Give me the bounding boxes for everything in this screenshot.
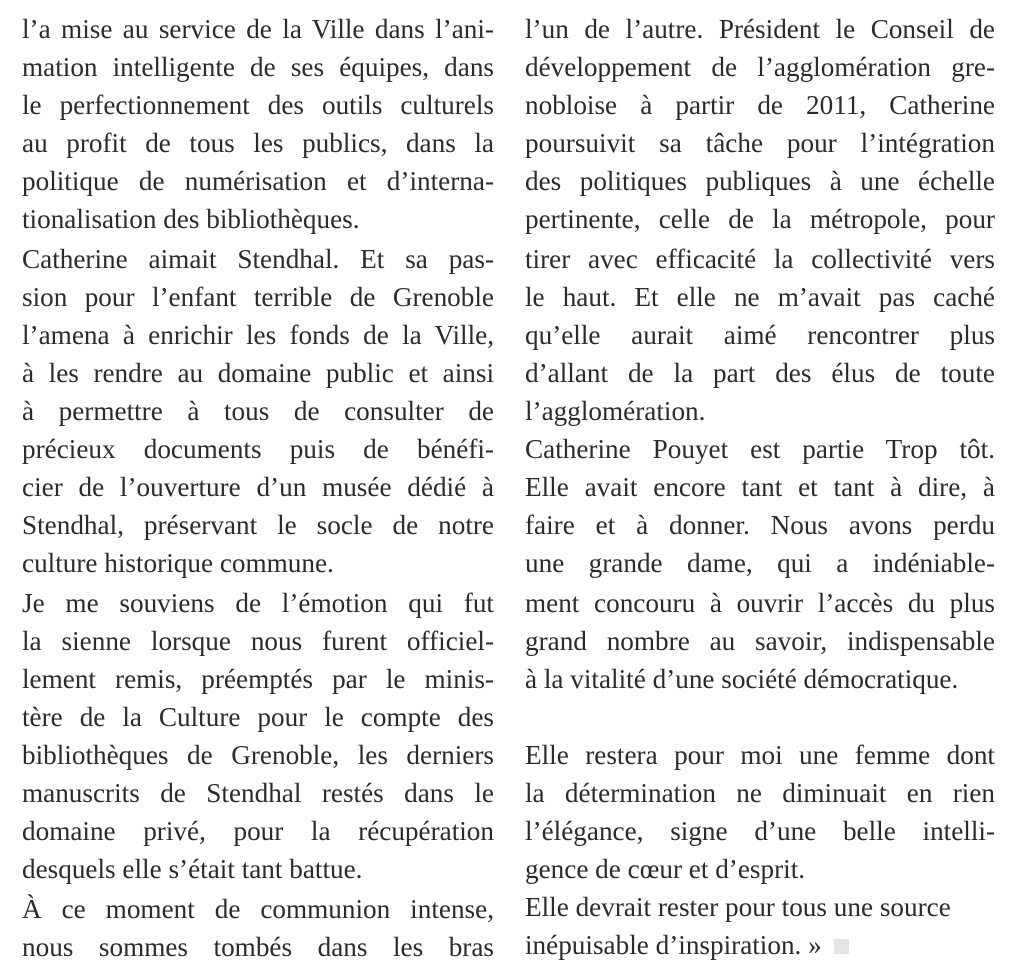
text-line: lement remis, préemptés par le minis-: [22, 664, 494, 694]
text-line: bibliothèques de Grenoble, les derniers: [22, 740, 494, 770]
text-line: nobloise à partir de 2011, Catherine: [525, 90, 995, 120]
text-line: le haut. Et elle ne m’avait pas caché: [525, 282, 995, 312]
text-line: [525, 926, 995, 964]
text-line: politique de numérisation et d’interna-: [22, 166, 494, 196]
end-of-article-mark: [834, 939, 849, 954]
text-line: l’amena à enrichir les fonds de la Ville,: [22, 320, 494, 350]
text-line: sion pour l’enfant terrible de Grenoble: [22, 282, 494, 312]
text-line: l’agglomération.: [525, 396, 706, 426]
text-line: Elle restera pour moi une femme dont: [525, 740, 995, 770]
text-line: Je me souviens de l’émotion qui fut: [22, 588, 494, 618]
text-line: à la vitalité d’une société démocratique.: [525, 664, 959, 694]
text-line: ment concouru à ouvrir l’accès du plus: [525, 588, 995, 618]
text-line: culture historique commune.: [22, 548, 334, 578]
text-line: cier de l’ouverture d’un musée dédié à: [22, 472, 494, 502]
text-line: la sienne lorsque nous furent officiel-: [22, 626, 494, 656]
text-line: Catherine Pouyet est partie Trop tôt.: [525, 434, 995, 464]
text-line: pertinente, celle de la métropole, pour: [525, 204, 995, 234]
text-line: Catherine aimait Stendhal. Et sa pas-: [22, 244, 494, 274]
text-line: le perfectionnement des outils culturels: [22, 90, 494, 120]
text-line: des politiques publiques à une échelle: [525, 166, 995, 196]
text-line: domaine privé, pour la récupération: [22, 816, 494, 846]
text-line: l’élégance, signe d’une belle intelli-: [525, 816, 995, 846]
text-line: Stendhal, préservant le socle de notre: [22, 510, 494, 540]
text-line: l’a mise au service de la Ville dans l’ani-: [22, 14, 494, 44]
text-line: à les rendre au domaine public et ainsi: [22, 358, 494, 388]
text-line: Elle avait encore tant et tant à dire, à: [525, 472, 995, 502]
text-line: grand nombre au savoir, indispensable: [525, 626, 995, 656]
text-line: mation intelligente de ses équipes, dans: [22, 52, 494, 82]
text-line: l’un de l’autre. Président le Conseil de: [525, 14, 995, 44]
text-line: gence de cœur et d’esprit.: [525, 854, 806, 884]
text-line: Elle devrait rester pour tous une source: [525, 892, 951, 922]
text-line: faire et à donner. Nous avons perdu: [525, 510, 995, 540]
closing-line: inépuisable d’inspiration. »: [525, 930, 822, 960]
text-line: à permettre à tous de consulter de: [22, 396, 494, 426]
text-line: tère de la Culture pour le compte des: [22, 702, 494, 732]
text-line: développement de l’agglomération gre-: [525, 52, 995, 82]
text-line: tionalisation des bibliothèques.: [22, 204, 360, 234]
text-line: précieux documents puis de bénéfi-: [22, 434, 494, 464]
text-line: tirer avec efficacité la collectivité vers: [525, 244, 995, 274]
text-line: la détermination ne diminuait en rien: [525, 778, 995, 808]
text-line: une grande dame, qui a indéniable-: [525, 548, 995, 578]
text-line: au profit de tous les publics, dans la: [22, 128, 494, 158]
text-line: poursuivit sa tâche pour l’intégration: [525, 128, 995, 158]
text-line: desquels elle s’était tant battue.: [22, 854, 363, 884]
text-line: qu’elle aurait aimé rencontrer plus: [525, 320, 995, 350]
text-line: nous sommes tombés dans les bras: [22, 932, 494, 962]
text-line: d’allant de la part des élus de toute: [525, 358, 995, 388]
text-line: manuscrits de Stendhal restés dans le: [22, 778, 494, 808]
text-line: À ce moment de communion intense,: [22, 894, 494, 924]
